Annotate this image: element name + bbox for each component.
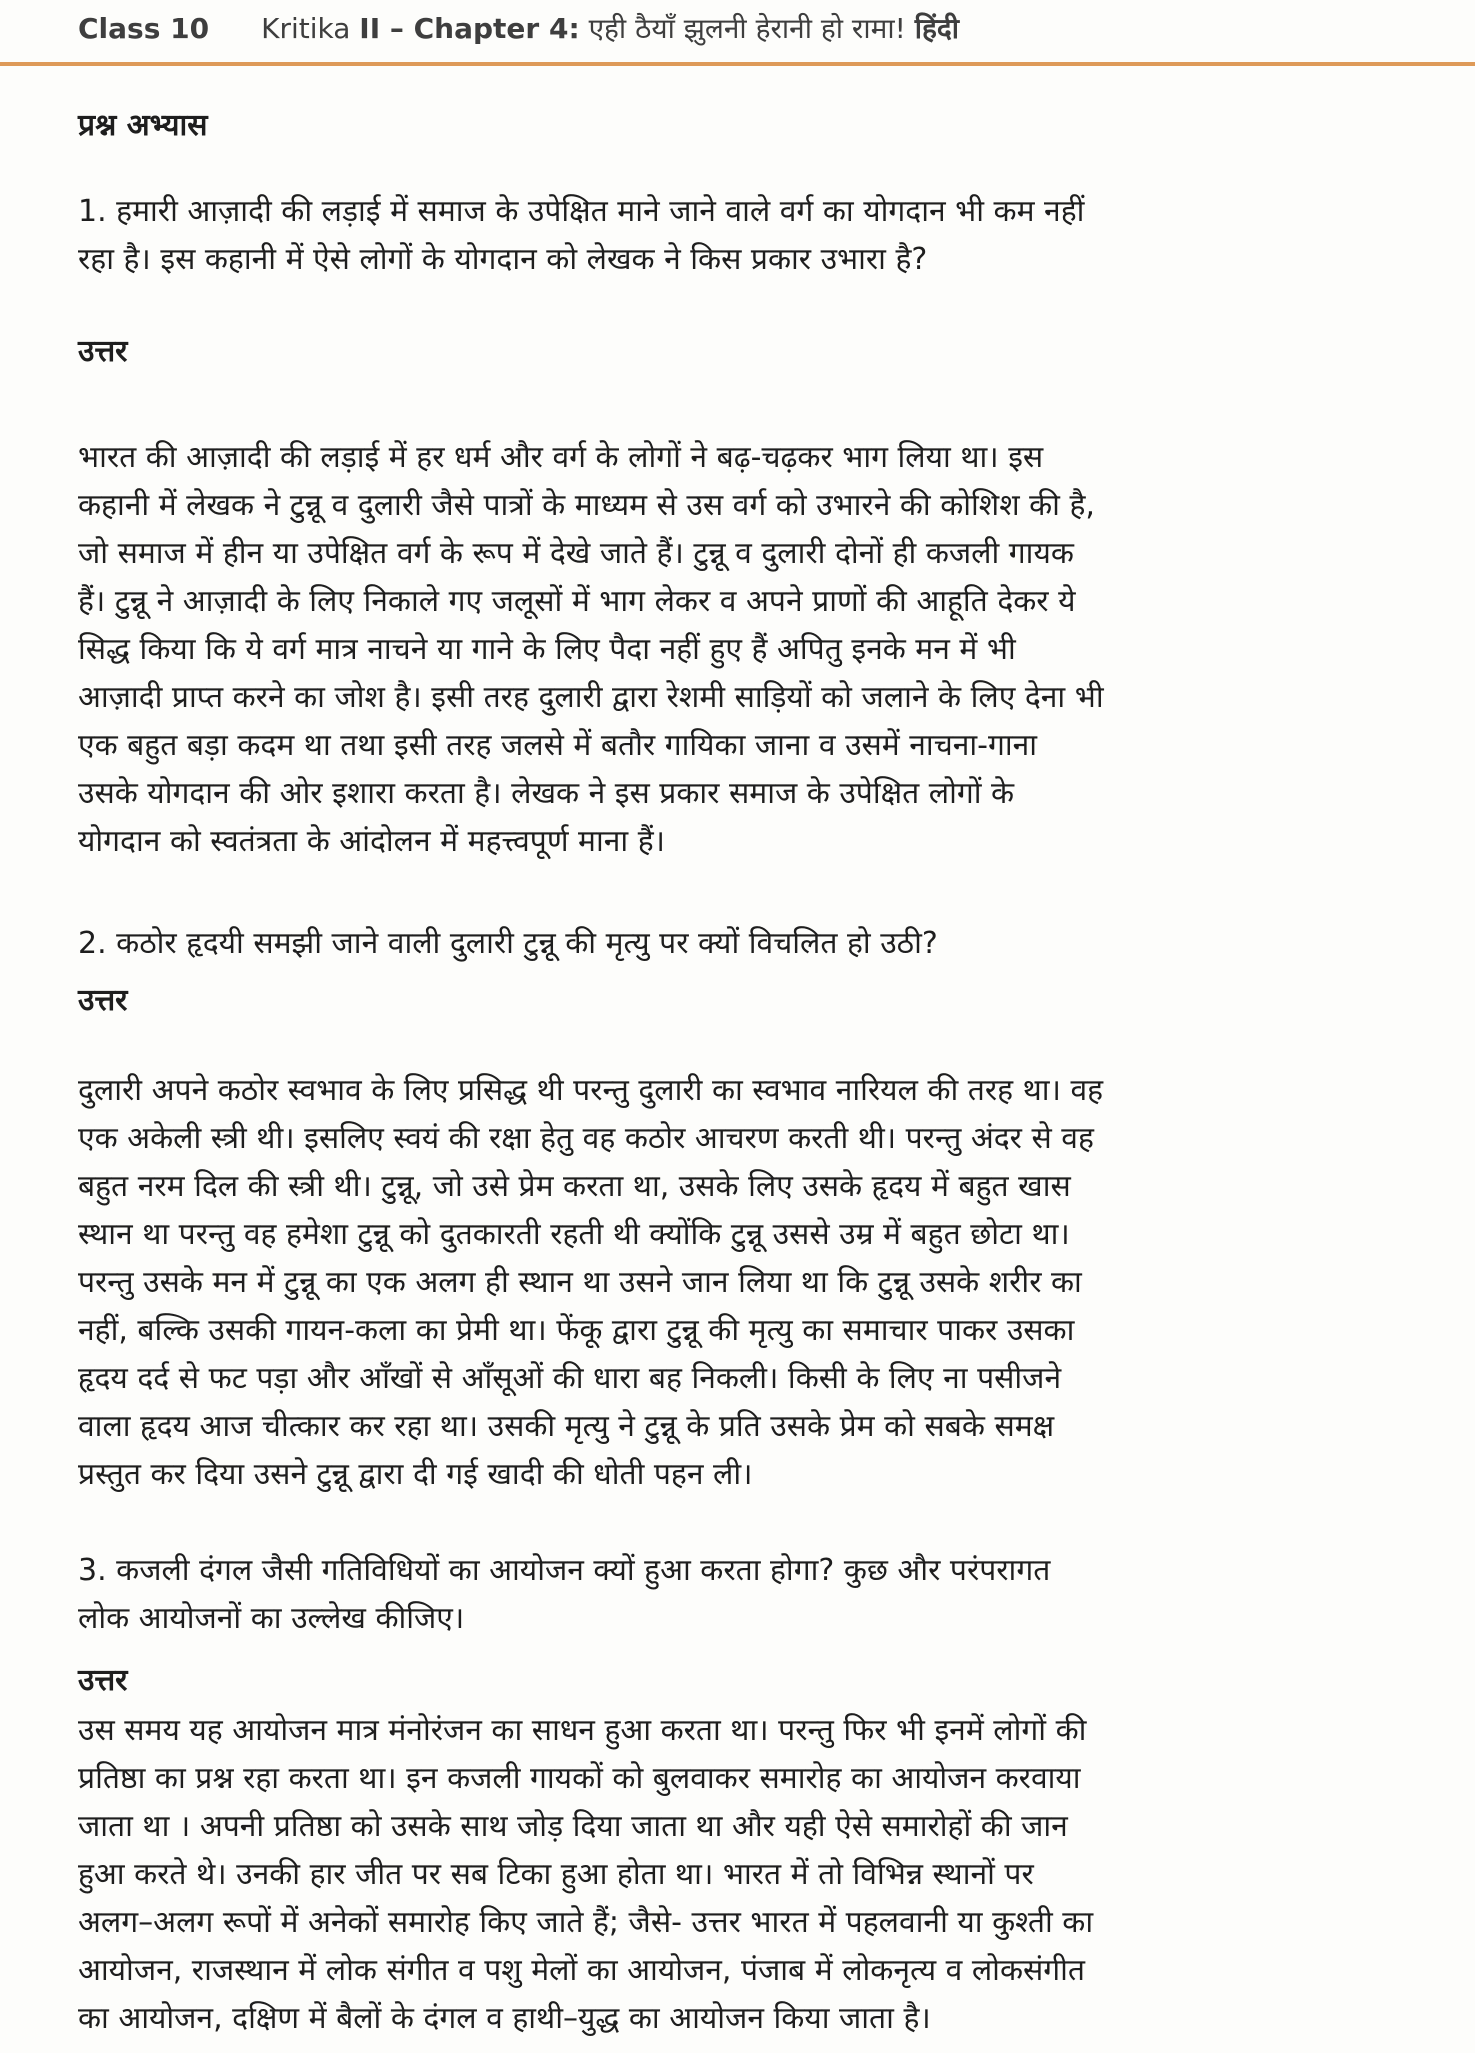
answer-1: भारत की आज़ादी की लड़ाई में हर धर्म और वर्ग के लोगों ने बढ़-चढ़कर भाग लिया था। इस कहानी में लेखक ने टुन्नू व दुलारी जैसे पात्रों के माध्यम से उस वर्ग को उभारने की कोशिश की है, जो समाज में हीन या उपेक्षित वर्ग के रूप में देखे जाते हैं। टुन्नू व दुलारी दोनों ही कजली गायक हैं। टुन्नू ने आज़ादी के लिए निकाले गए जलूसों में भाग लेकर व अपने प्राणों की आहूति देकर ये सिद्ध किया कि ये वर्ग मात्र नाचने या गाने के लिए पैदा नहीं हुए हैं अपितु इनके मन में भी आज़ादी प्राप्त करने का जोश है। इसी तरह दुलारी द्वारा रेशमी साड़ियों को जलाने के लिए देना भी एक बहुत बड़ा कदम था तथा इसी तरह जलसे में बतौर गायिका जाना व उसमें नाचना-गाना उसके योगदान की ओर इशारा करता है। लेखक ने इस प्रकार समाज के उपेक्षित लोगों के योगदान को स्वतंत्रता के आंदोलन में महत्त्वपूर्ण माना हैं।: [78, 440, 1104, 859]
chapter-title: एही ठैयाँ झुलनी हेरानी हो रामा!: [579, 12, 915, 45]
header-divider: [0, 62, 1475, 66]
answer-label-3: उत्तर: [78, 1663, 128, 1698]
chapter-number-label: II – Chapter 4:: [359, 12, 580, 45]
document-header: [0, 0, 1475, 46]
question-2: 2. कठोर हृदयी समझी जाने वाली दुलारी टुन्नू की मृत्यु पर क्यों विचलित हो उठी?: [78, 926, 938, 961]
answer-label-1: उत्तर: [78, 334, 128, 369]
answer-3: उस समय यह आयोजन मात्र मंनोरंजन का साधन हुआ करता था। परन्तु फिर भी इनमें लोगों की प्रतिष्ठा का प्रश्न रहा करता था। इन कजली गायकों को बुलवाकर समारोह का आयोजन करवाया जाता था । अपनी प्रतिष्ठा को उसके साथ जोड़ दिया जाता था और यही ऐसे समारोहों की जान हुआ करते थे। उनकी हार जीत पर सब टिका हुआ होता था। भारत में तो विभिन्न स्थानों पर अलग–अलग रूपों में अनेकों समारोह किए जाते हैं; जैसे- उत्तर भारत में पहलवानी या कुश्ती का आयोजन, राजस्थान में लोक संगीत व पशु मेलों का आयोजन, पंजाब में लोकनृत्य व लोकसंगीत का आयोजन, दक्षिण में बैलों के दंगल व हाथी–युद्ध का आयोजन किया जाता है।: [78, 1713, 1094, 2036]
class-label: Class 10: [78, 12, 210, 45]
question-1: 1. हमारी आज़ादी की लड़ाई में समाज के उपेक्षित माने जाने वाले वर्ग का योगदान भी कम नहीं रहा है। इस कहानी में ऐसे लोगों के योगदान को लेखक ने किस प्रकार उभारा है?: [78, 194, 1085, 277]
bottom-padding: [78, 2043, 1104, 2053]
subject-label: हिंदी: [914, 12, 959, 45]
book-name: Kritika: [261, 12, 360, 45]
content-area: [0, 108, 1104, 2053]
question-3: 3. कजली दंगल जैसी गतिविधियों का आयोजन क्यों हुआ करता होगा? कुछ और परंपरागत लोक आयोजनों का उल्लेख कीजिए।: [78, 1553, 1051, 1636]
book-title: [261, 12, 959, 45]
answer-2: दुलारी अपने कठोर स्वभाव के लिए प्रसिद्ध थी परन्तु दुलारी का स्वभाव नारियल की तरह था। वह एक अकेली स्त्री थी। इसलिए स्वयं की रक्षा हेतु वह कठोर आचरण करती थी। परन्तु अंदर से वह बहुत नरम दिल की स्त्री थी। टुन्नू, जो उसे प्रेम करता था, उसके लिए उसके हृदय में बहुत खास स्थान था परन्तु वह हमेशा टुन्नू को दुतकारती रहती थी क्योंकि टुन्नू उससे उम्र में बहुत छोटा था। परन्तु उसके मन में टुन्नू का एक अलग ही स्थान था उसने जान लिया था कि टुन्नू उसके शरीर का नहीं, बल्कि उसकी गायन-कला का प्रेमी था। फेंकू द्वारा टुन्नू की मृत्यु का समाचार पाकर उसका हृदय दर्द से फट पड़ा और आँखों से आँसूओं की धारा बह निकली। किसी के लिए ना पसीजने वाला हृदय आज चीत्कार कर रहा था। उसकी मृत्यु ने टुन्नू के प्रति उसके प्रेम को सबके समक्ष प्रस्तुत कर दिया उसने टुन्नू द्वारा दी गई खादी की धोती पहन ली।: [78, 1073, 1104, 1492]
section-heading: प्रश्न अभ्यास: [78, 108, 208, 143]
answer-label-2: उत्तर: [78, 983, 128, 1018]
